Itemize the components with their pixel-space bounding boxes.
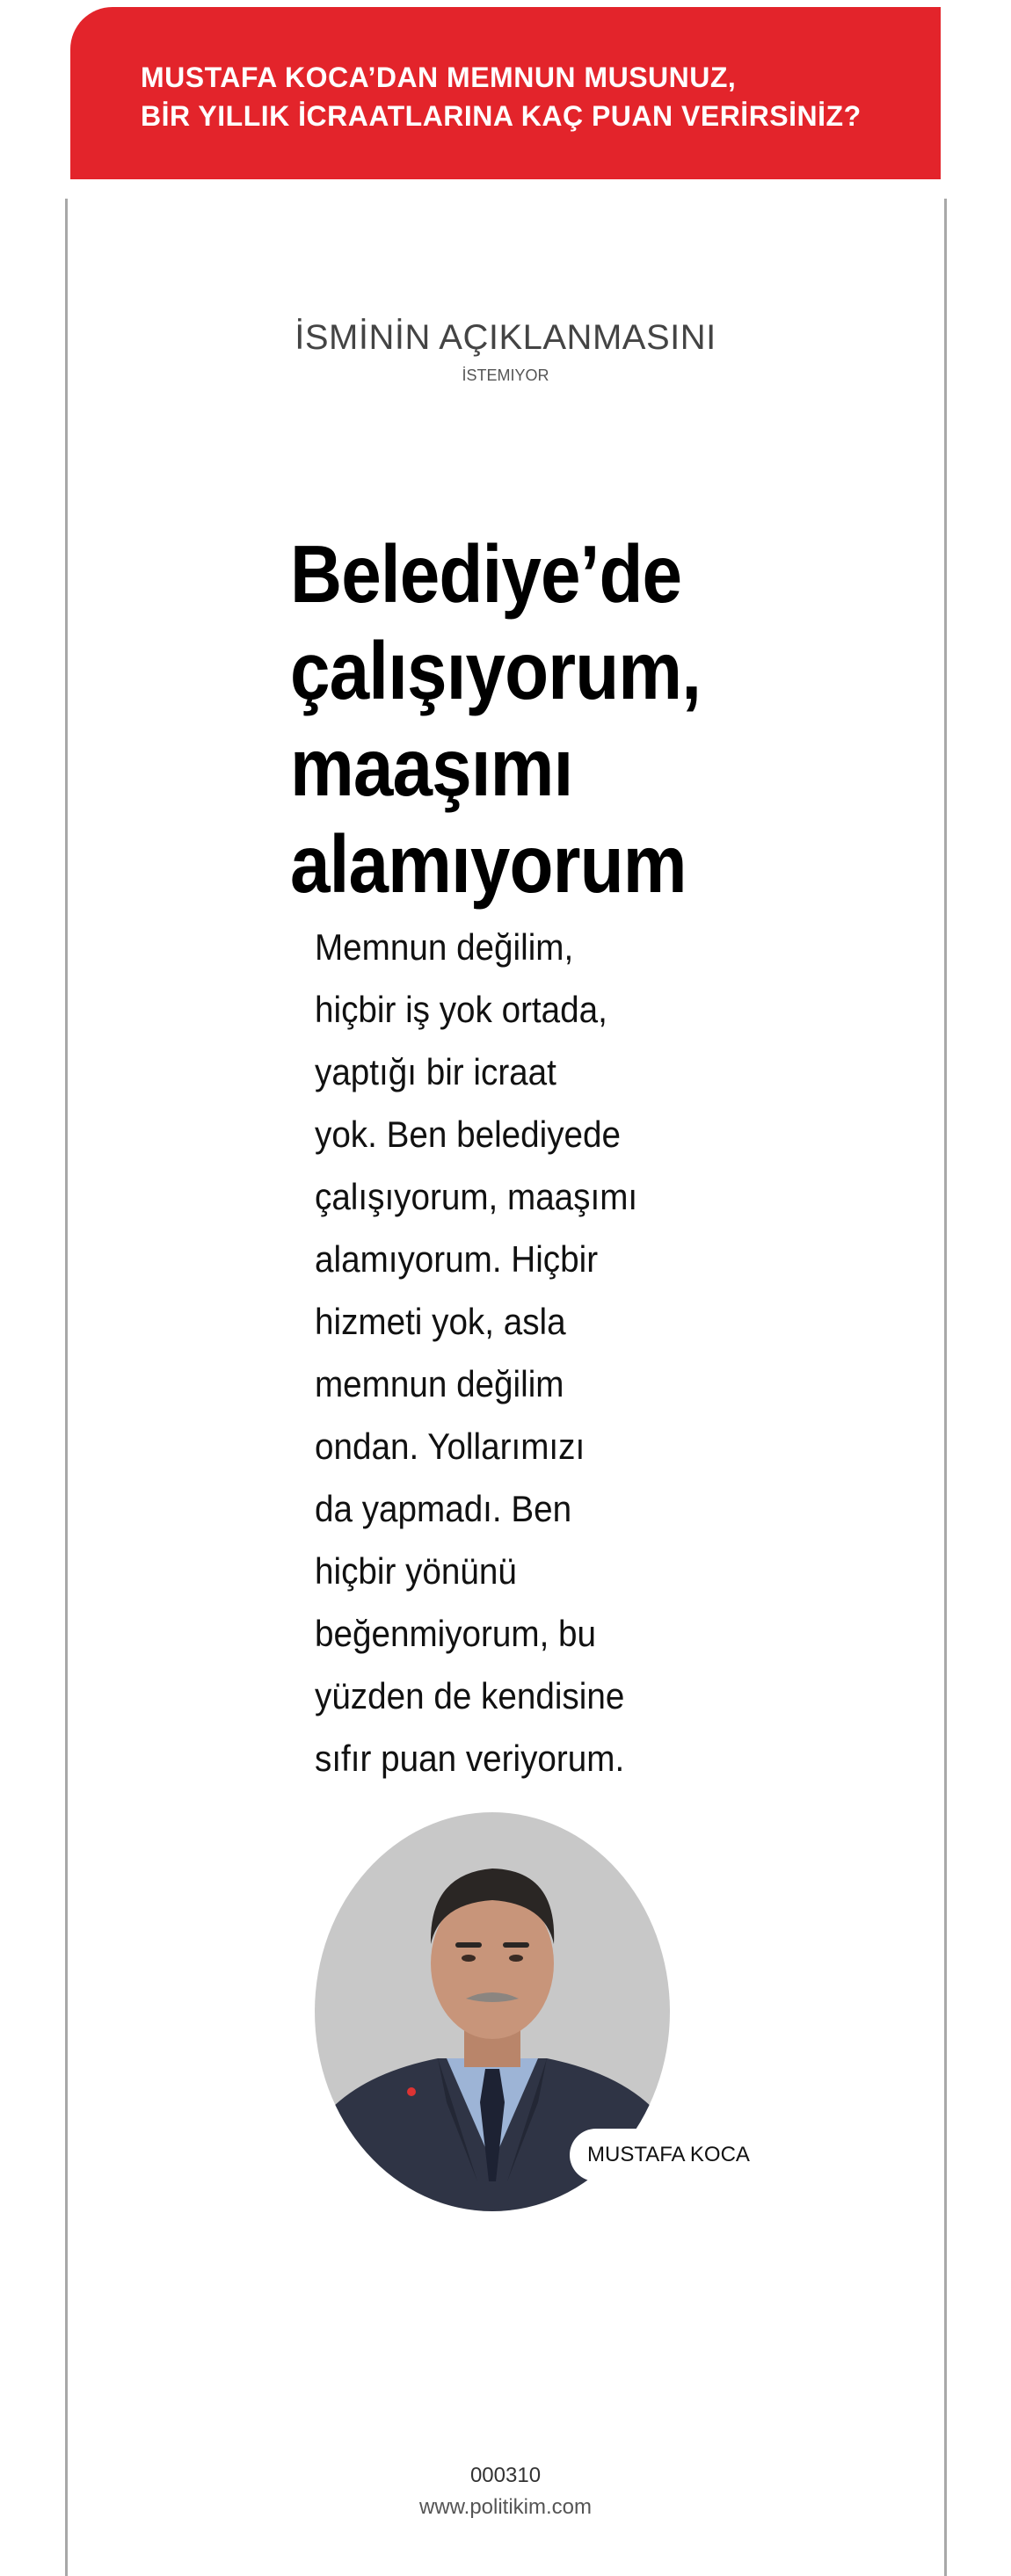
frame-left-border [65,199,68,2576]
headline-line: çalışıyorum, [290,625,702,716]
headline [290,526,724,912]
footer-code: 000310 [469,2464,542,2487]
footer-website-url: www.politikim.com [418,2495,593,2519]
quote-line: beğenmiyorum, bu [315,1613,597,1654]
quote-line: memnun değilim [315,1363,564,1404]
headline-line: maaşımı [290,722,573,813]
quote-line: alamıyorum. Hiçbir [315,1238,599,1280]
quote-body [315,916,735,1789]
quote-line: ondan. Yollarımızı [315,1426,586,1467]
quote-line: hiçbir iş yok ortada, [315,989,607,1030]
frame-right-border [944,199,947,2576]
quote-line: yaptığı bir icraat [315,1051,556,1092]
respondent-name-sub: İSTEMIYOR [462,366,549,384]
respondent-name: İSMİNİN AÇIKLANMASINI [295,318,716,357]
quote-line: hizmeti yok, asla [315,1301,566,1342]
quote-line: yüzden de kendisine [315,1675,625,1716]
quote-line: sıfır puan veriyorum. [315,1738,625,1779]
quote-line: yok. Ben belediyede [315,1114,622,1155]
banner-question-line-1: MUSTAFA KOCA’DAN MEMNUN MUSUNUZ, [141,62,737,93]
header-banner [70,7,941,179]
quote-line: çalışıyorum, maaşımı [315,1176,638,1217]
banner-question-line-2: BİR YILLIK İCRAATLARINA KAÇ PUAN VERİRSİNİZ? [141,100,862,132]
headline-line: Belediye’de [290,528,682,620]
quote-line: hiçbir yönünü [315,1550,517,1592]
portrait-name-tag: MUSTAFA KOCA [570,2129,760,2181]
quote-line: da yapmadı. Ben [315,1488,572,1529]
quote-line: Memnun değilim, [315,926,574,968]
headline-line: alamıyorum [290,818,687,910]
